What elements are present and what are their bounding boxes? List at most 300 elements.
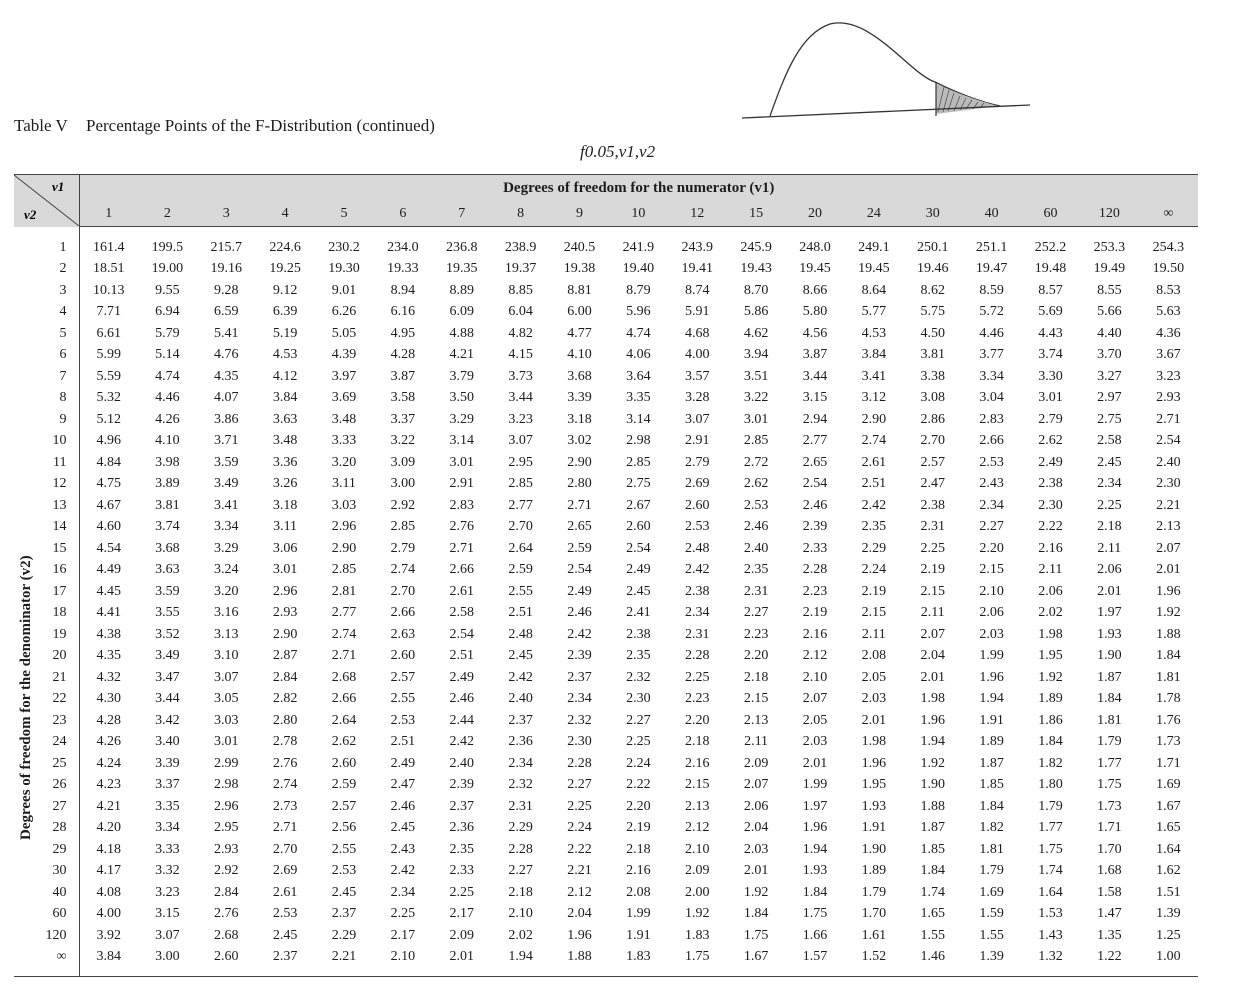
table-cell: 253.3 <box>1093 239 1126 255</box>
table-cell: 1.85 <box>979 777 1004 793</box>
table-cell: 2.17 <box>449 906 474 922</box>
table-cell: 2.37 <box>567 669 592 685</box>
table-cell: 2.18 <box>1097 519 1122 535</box>
table-cell: 4.35 <box>213 368 239 384</box>
table-row <box>14 947 1198 977</box>
table-cell: 4.18 <box>96 841 121 857</box>
table-cell: 1.87 <box>979 755 1004 771</box>
table-cell: 2.12 <box>802 648 828 664</box>
table-cell: 2.49 <box>567 583 592 599</box>
row-df-label: 12 <box>14 474 79 496</box>
table-cell: 3.20 <box>331 454 357 470</box>
table-cell: 3.92 <box>96 927 121 943</box>
table-cell: 2.01 <box>1097 583 1122 599</box>
table-cell: 3.29 <box>213 540 239 556</box>
table-cell: 3.30 <box>1038 368 1063 384</box>
table-cell: 2.24 <box>626 755 651 771</box>
table-cell: 1.64 <box>1038 884 1063 900</box>
table-cell: 3.44 <box>508 390 533 406</box>
table-cell: 2.05 <box>861 669 887 685</box>
table-cell: 1.57 <box>786 947 845 977</box>
table-cell: 2.80 <box>567 476 592 492</box>
row-df-label: 15 <box>14 538 79 560</box>
table-cell: 1.71 <box>1156 755 1181 771</box>
corner-diagonal-icon <box>14 175 79 226</box>
column-header: 24 <box>844 201 903 227</box>
table-cell: 3.50 <box>449 390 474 406</box>
table-row <box>14 495 1198 517</box>
table-cell: 2.80 <box>272 712 298 728</box>
table-cell: 2.23 <box>743 626 769 642</box>
table-cell: 5.96 <box>626 304 651 320</box>
table-cell: 3.06 <box>272 540 298 556</box>
table-cell: 2.07 <box>1156 540 1181 556</box>
table-cell: 2.15 <box>861 605 887 621</box>
table-cell: 1.84 <box>1097 691 1122 707</box>
table-cell: 2.15 <box>743 691 769 707</box>
table-cell: 3.15 <box>155 906 180 922</box>
table-cell: 2.34 <box>508 755 533 771</box>
table-cell: 2.12 <box>567 884 592 900</box>
table-cell: 2.71 <box>449 540 474 556</box>
table-cell: 2.75 <box>626 476 651 492</box>
row-df-label: 20 <box>14 646 79 668</box>
table-cell: 5.05 <box>331 325 357 341</box>
table-cell: 2.38 <box>684 583 710 599</box>
table-cell: 6.59 <box>213 304 239 320</box>
table-cell: 2.29 <box>861 540 887 556</box>
table-cell: 3.34 <box>155 820 180 836</box>
table-cell: 2.31 <box>684 626 710 642</box>
table-cell: 2.02 <box>1038 605 1063 621</box>
table-row <box>14 560 1198 582</box>
table-cell: 250.1 <box>916 239 949 255</box>
row-df-label: 26 <box>14 775 79 797</box>
table-cell: 2.36 <box>508 734 533 750</box>
table-cell: 2.65 <box>802 454 828 470</box>
table-cell: 19.38 <box>563 261 596 277</box>
table-cell: 3.67 <box>1156 347 1181 363</box>
table-cell: 1.67 <box>727 947 786 977</box>
table-cell: 2.37 <box>256 947 315 977</box>
row-df-label: 1 <box>14 227 79 259</box>
table-cell: 2.69 <box>272 863 298 879</box>
table-cell: 2.46 <box>567 605 592 621</box>
table-cell: 3.68 <box>567 368 592 384</box>
header-row-numerator <box>14 175 1198 202</box>
table-cell: 1.84 <box>1156 648 1181 664</box>
table-cell: 2.03 <box>802 734 828 750</box>
table-cell: 3.22 <box>390 433 416 449</box>
table-cell: 2.45 <box>272 927 298 943</box>
column-header: 4 <box>256 201 315 227</box>
table-cell: 4.00 <box>96 906 121 922</box>
table-cell: 5.77 <box>861 304 887 320</box>
table-cell: 4.84 <box>96 454 121 470</box>
table-cell: 1.91 <box>861 820 887 836</box>
table-body <box>14 227 1198 977</box>
table-cell: 5.41 <box>213 325 239 341</box>
table-cell: 1.66 <box>802 927 828 943</box>
table-cell: 2.16 <box>802 626 828 642</box>
table-cell: 2.43 <box>390 841 416 857</box>
column-header: 1 <box>79 201 138 227</box>
table-cell: 3.10 <box>213 648 239 664</box>
table-row <box>14 388 1198 410</box>
table-cell: 1.89 <box>861 863 887 879</box>
table-cell: 4.26 <box>155 411 180 427</box>
table-cell: 4.15 <box>508 347 533 363</box>
table-cell: 2.20 <box>626 798 651 814</box>
table-cell: 2.01 <box>861 712 887 728</box>
table-cell: 1.96 <box>979 669 1004 685</box>
table-cell: 18.51 <box>92 261 125 277</box>
table-cell: 2.06 <box>1097 562 1122 578</box>
table-cell: 2.95 <box>213 820 239 836</box>
table-cell: 2.28 <box>802 562 828 578</box>
table-cell: 4.00 <box>684 347 710 363</box>
table-cell: 2.74 <box>390 562 416 578</box>
table-cell: 2.47 <box>390 777 416 793</box>
table-cell: 2.83 <box>979 411 1004 427</box>
table-cell: 2.85 <box>626 454 651 470</box>
table-row <box>14 839 1198 861</box>
table-number: Table V <box>14 116 68 135</box>
table-cell: 4.12 <box>272 368 298 384</box>
table-cell: 1.67 <box>1156 798 1181 814</box>
table-cell: 1.83 <box>684 927 710 943</box>
table-cell: 2.00 <box>684 884 710 900</box>
table-cell: 1.52 <box>844 947 903 977</box>
table-cell: 2.03 <box>743 841 769 857</box>
row-df-label: 19 <box>14 624 79 646</box>
table-cell: 2.20 <box>684 712 710 728</box>
table-cell: 3.26 <box>272 476 298 492</box>
table-cell: 2.41 <box>626 605 651 621</box>
table-cell: 2.27 <box>626 712 651 728</box>
table-cell: 2.90 <box>331 540 357 556</box>
table-cell: 230.2 <box>328 239 360 255</box>
column-header: 8 <box>491 201 550 227</box>
table-cell: 1.73 <box>1156 734 1181 750</box>
table-cell: 3.86 <box>213 411 239 427</box>
table-cell: 1.97 <box>1097 605 1122 621</box>
table-cell: 2.57 <box>920 454 945 470</box>
table-row <box>14 667 1198 689</box>
table-cell: 3.33 <box>331 433 357 449</box>
table-cell: 2.90 <box>567 454 592 470</box>
table-cell: 3.49 <box>155 648 180 664</box>
table-row <box>14 732 1198 754</box>
table-cell: 4.17 <box>96 863 121 879</box>
table-cell: 2.24 <box>861 562 887 578</box>
table-cell: 2.62 <box>331 734 357 750</box>
table-cell: 1.84 <box>920 863 945 879</box>
row-df-label: 60 <box>14 904 79 926</box>
table-cell: 254.3 <box>1152 239 1185 255</box>
table-row <box>14 796 1198 818</box>
table-cell: 2.02 <box>508 927 533 943</box>
row-df-label: 11 <box>14 452 79 474</box>
table-cell: 2.10 <box>373 947 432 977</box>
table-cell: 2.39 <box>567 648 592 664</box>
table-cell: 4.54 <box>96 540 121 556</box>
table-cell: 4.32 <box>96 669 121 685</box>
table-cell: 1.61 <box>861 927 887 943</box>
table-cell: 1.83 <box>609 947 668 977</box>
table-cell: 2.20 <box>979 540 1004 556</box>
table-cell: 1.86 <box>1038 712 1063 728</box>
table-cell: 2.27 <box>979 519 1004 535</box>
row-df-label: 2 <box>14 259 79 281</box>
table-cell: 1.62 <box>1156 863 1181 879</box>
table-cell: 2.19 <box>626 820 651 836</box>
table-cell: 2.30 <box>1038 497 1063 513</box>
table-cell: 2.77 <box>802 433 828 449</box>
table-cell: 19.45 <box>799 261 831 277</box>
table-cell: 4.50 <box>920 325 945 341</box>
table-cell: 3.81 <box>920 347 945 363</box>
table-cell: 2.70 <box>920 433 945 449</box>
table-cell: 4.10 <box>155 433 180 449</box>
table-cell: 4.67 <box>96 497 121 513</box>
table-cell: 2.87 <box>272 648 298 664</box>
table-cell: 2.34 <box>684 605 710 621</box>
table-cell: 3.57 <box>684 368 710 384</box>
table-cell: 1.77 <box>1038 820 1063 836</box>
table-cell: 2.99 <box>213 755 239 771</box>
table-cell: 3.55 <box>155 605 180 621</box>
column-header: ∞ <box>1139 201 1198 227</box>
table-cell: 3.98 <box>155 454 180 470</box>
table-cell: 2.43 <box>979 476 1004 492</box>
table-cell: 3.51 <box>743 368 769 384</box>
table-row <box>14 409 1198 431</box>
table-cell: 1.94 <box>920 734 945 750</box>
table-cell: 1.70 <box>861 906 887 922</box>
table-cell: 2.68 <box>331 669 357 685</box>
table-cell: 1.78 <box>1156 691 1181 707</box>
table-cell: 19.37 <box>504 261 537 277</box>
table-cell: 2.62 <box>1038 433 1063 449</box>
table-cell: 2.25 <box>626 734 651 750</box>
table-cell: 2.22 <box>567 841 592 857</box>
column-header: 9 <box>550 201 609 227</box>
table-cell: 3.07 <box>213 669 239 685</box>
table-cell: 2.59 <box>567 540 592 556</box>
table-cell: 3.48 <box>331 411 357 427</box>
table-cell: 2.48 <box>684 540 710 556</box>
table-row <box>14 259 1198 281</box>
table-cell: 5.91 <box>684 304 710 320</box>
table-cell: 1.98 <box>1038 626 1063 642</box>
table-row <box>14 323 1198 345</box>
column-header: 5 <box>315 201 374 227</box>
row-df-label: ∞ <box>14 947 79 977</box>
table-cell: 3.38 <box>920 368 945 384</box>
table-caption: Percentage Points of the F-Distribution (continued) <box>85 116 435 135</box>
table-cell: 2.11 <box>920 605 945 621</box>
table-cell: 2.30 <box>567 734 592 750</box>
table-cell: 1.82 <box>1038 755 1063 771</box>
f-distribution-sketch-icon <box>730 14 1040 124</box>
table-cell: 1.81 <box>1156 669 1181 685</box>
table-cell: 2.13 <box>1156 519 1181 535</box>
table-cell: 2.35 <box>861 519 887 535</box>
table-cell: 7.71 <box>96 304 121 320</box>
table-cell: 4.39 <box>331 347 357 363</box>
table-cell: 8.59 <box>979 282 1004 298</box>
table-cell: 2.42 <box>684 562 710 578</box>
table-cell: 2.96 <box>272 583 298 599</box>
table-cell: 2.79 <box>390 540 416 556</box>
table-cell: 3.11 <box>273 519 298 535</box>
table-cell: 3.33 <box>155 841 180 857</box>
table-cell: 2.54 <box>567 562 592 578</box>
table-cell: 3.68 <box>155 540 180 556</box>
table-cell: 5.80 <box>802 304 828 320</box>
row-df-label: 17 <box>14 581 79 603</box>
table-cell: 4.96 <box>96 433 121 449</box>
table-cell: 1.80 <box>1038 777 1063 793</box>
table-cell: 2.48 <box>508 626 533 642</box>
table-cell: 2.39 <box>449 777 474 793</box>
table-cell: 2.90 <box>861 411 887 427</box>
table-cell: 3.29 <box>449 411 474 427</box>
row-df-label: 25 <box>14 753 79 775</box>
table-cell: 2.91 <box>449 476 474 492</box>
table-cell: 2.18 <box>626 841 651 857</box>
table-cell: 1.75 <box>802 906 828 922</box>
table-cell: 2.15 <box>920 583 945 599</box>
table-cell: 8.57 <box>1038 282 1063 298</box>
table-cell: 249.1 <box>858 239 890 255</box>
table-cell: 3.94 <box>743 347 769 363</box>
table-cell: 1.84 <box>979 798 1004 814</box>
table-cell: 2.31 <box>508 798 533 814</box>
table-cell: 199.5 <box>151 239 184 255</box>
table-cell: 236.8 <box>445 239 478 255</box>
table-cell: 2.46 <box>449 691 474 707</box>
table-cell: 4.74 <box>626 325 651 341</box>
table-cell: 1.51 <box>1156 884 1181 900</box>
table-cell: 1.79 <box>1097 734 1122 750</box>
table-cell: 5.75 <box>920 304 945 320</box>
table-cell: 3.87 <box>802 347 828 363</box>
table-cell: 5.14 <box>155 347 180 363</box>
table-cell: 2.32 <box>508 777 533 793</box>
table-cell: 2.77 <box>508 497 533 513</box>
table-cell: 3.79 <box>449 368 474 384</box>
table-cell: 3.32 <box>155 863 180 879</box>
table-cell: 2.98 <box>213 777 239 793</box>
header-row-columns <box>14 201 1198 227</box>
table-cell: 4.21 <box>96 798 121 814</box>
table-cell: 2.04 <box>743 820 769 836</box>
table-cell: 1.94 <box>491 947 550 977</box>
table-cell: 1.65 <box>1156 820 1181 836</box>
table-cell: 2.74 <box>272 777 298 793</box>
table-cell: 2.76 <box>213 906 239 922</box>
table-cell: 2.29 <box>508 820 533 836</box>
table-cell: 2.21 <box>567 863 592 879</box>
table-cell: 2.84 <box>213 884 239 900</box>
table-cell: 2.08 <box>861 648 887 664</box>
table-cell: 2.34 <box>567 691 592 707</box>
table-cell: 19.47 <box>975 261 1008 277</box>
table-cell: 1.84 <box>743 906 769 922</box>
table-cell: 1.73 <box>1097 798 1122 814</box>
table-cell: 9.55 <box>155 282 180 298</box>
table-cell: 8.89 <box>449 282 474 298</box>
table-cell: 2.34 <box>390 884 416 900</box>
table-cell: 2.54 <box>802 476 828 492</box>
table-cell: 3.02 <box>567 433 592 449</box>
table-cell: 2.42 <box>508 669 533 685</box>
table-cell: 2.37 <box>449 798 474 814</box>
table-cell: 2.96 <box>331 519 357 535</box>
table-cell: 1.22 <box>1080 947 1139 977</box>
table-cell: 2.79 <box>684 454 710 470</box>
table-cell: 2.34 <box>979 497 1004 513</box>
table-cell: 3.13 <box>213 626 239 642</box>
table-cell: 19.30 <box>328 261 360 277</box>
table-cell: 19.46 <box>916 261 949 277</box>
table-cell: 4.95 <box>390 325 416 341</box>
row-df-label: 10 <box>14 431 79 453</box>
table-cell: 2.79 <box>1038 411 1063 427</box>
table-cell: 2.94 <box>802 411 828 427</box>
table-cell: 1.69 <box>1156 777 1181 793</box>
table-cell: 2.06 <box>1038 583 1063 599</box>
table-cell: 1.92 <box>743 884 769 900</box>
table-cell: 1.32 <box>1021 947 1080 977</box>
table-cell: 2.59 <box>508 562 533 578</box>
table-cell: 1.47 <box>1097 906 1122 922</box>
table-cell: 2.71 <box>272 820 298 836</box>
table-cell: 2.93 <box>213 841 239 857</box>
row-df-label: 3 <box>14 280 79 302</box>
table-cell: 1.53 <box>1038 906 1063 922</box>
table-cell: 2.58 <box>449 605 474 621</box>
table-cell: 3.03 <box>331 497 357 513</box>
table-cell: 2.84 <box>272 669 298 685</box>
table-cell: 2.93 <box>272 605 298 621</box>
table-cell: 2.65 <box>567 519 592 535</box>
table-cell: 2.54 <box>1156 433 1181 449</box>
table-cell: 2.59 <box>331 777 357 793</box>
column-header: 3 <box>197 201 256 227</box>
table-cell: 3.74 <box>155 519 180 535</box>
table-cell: 2.40 <box>508 691 533 707</box>
table-cell: 2.58 <box>1097 433 1122 449</box>
table-cell: 2.11 <box>1097 540 1122 556</box>
table-cell: 234.0 <box>387 239 419 255</box>
table-cell: 2.98 <box>626 433 651 449</box>
table-row <box>14 581 1198 603</box>
table-cell: 1.92 <box>920 755 945 771</box>
table-cell: 238.9 <box>504 239 537 255</box>
table-cell: 4.10 <box>567 347 592 363</box>
table-cell: 1.84 <box>1038 734 1063 750</box>
table-cell: 3.18 <box>567 411 592 427</box>
table-cell: 2.05 <box>802 712 828 728</box>
table-cell: 19.00 <box>151 261 184 277</box>
table-cell: 1.82 <box>979 820 1004 836</box>
table-cell: 3.15 <box>802 390 828 406</box>
table-cell: 2.16 <box>1038 540 1063 556</box>
table-title <box>14 116 435 136</box>
